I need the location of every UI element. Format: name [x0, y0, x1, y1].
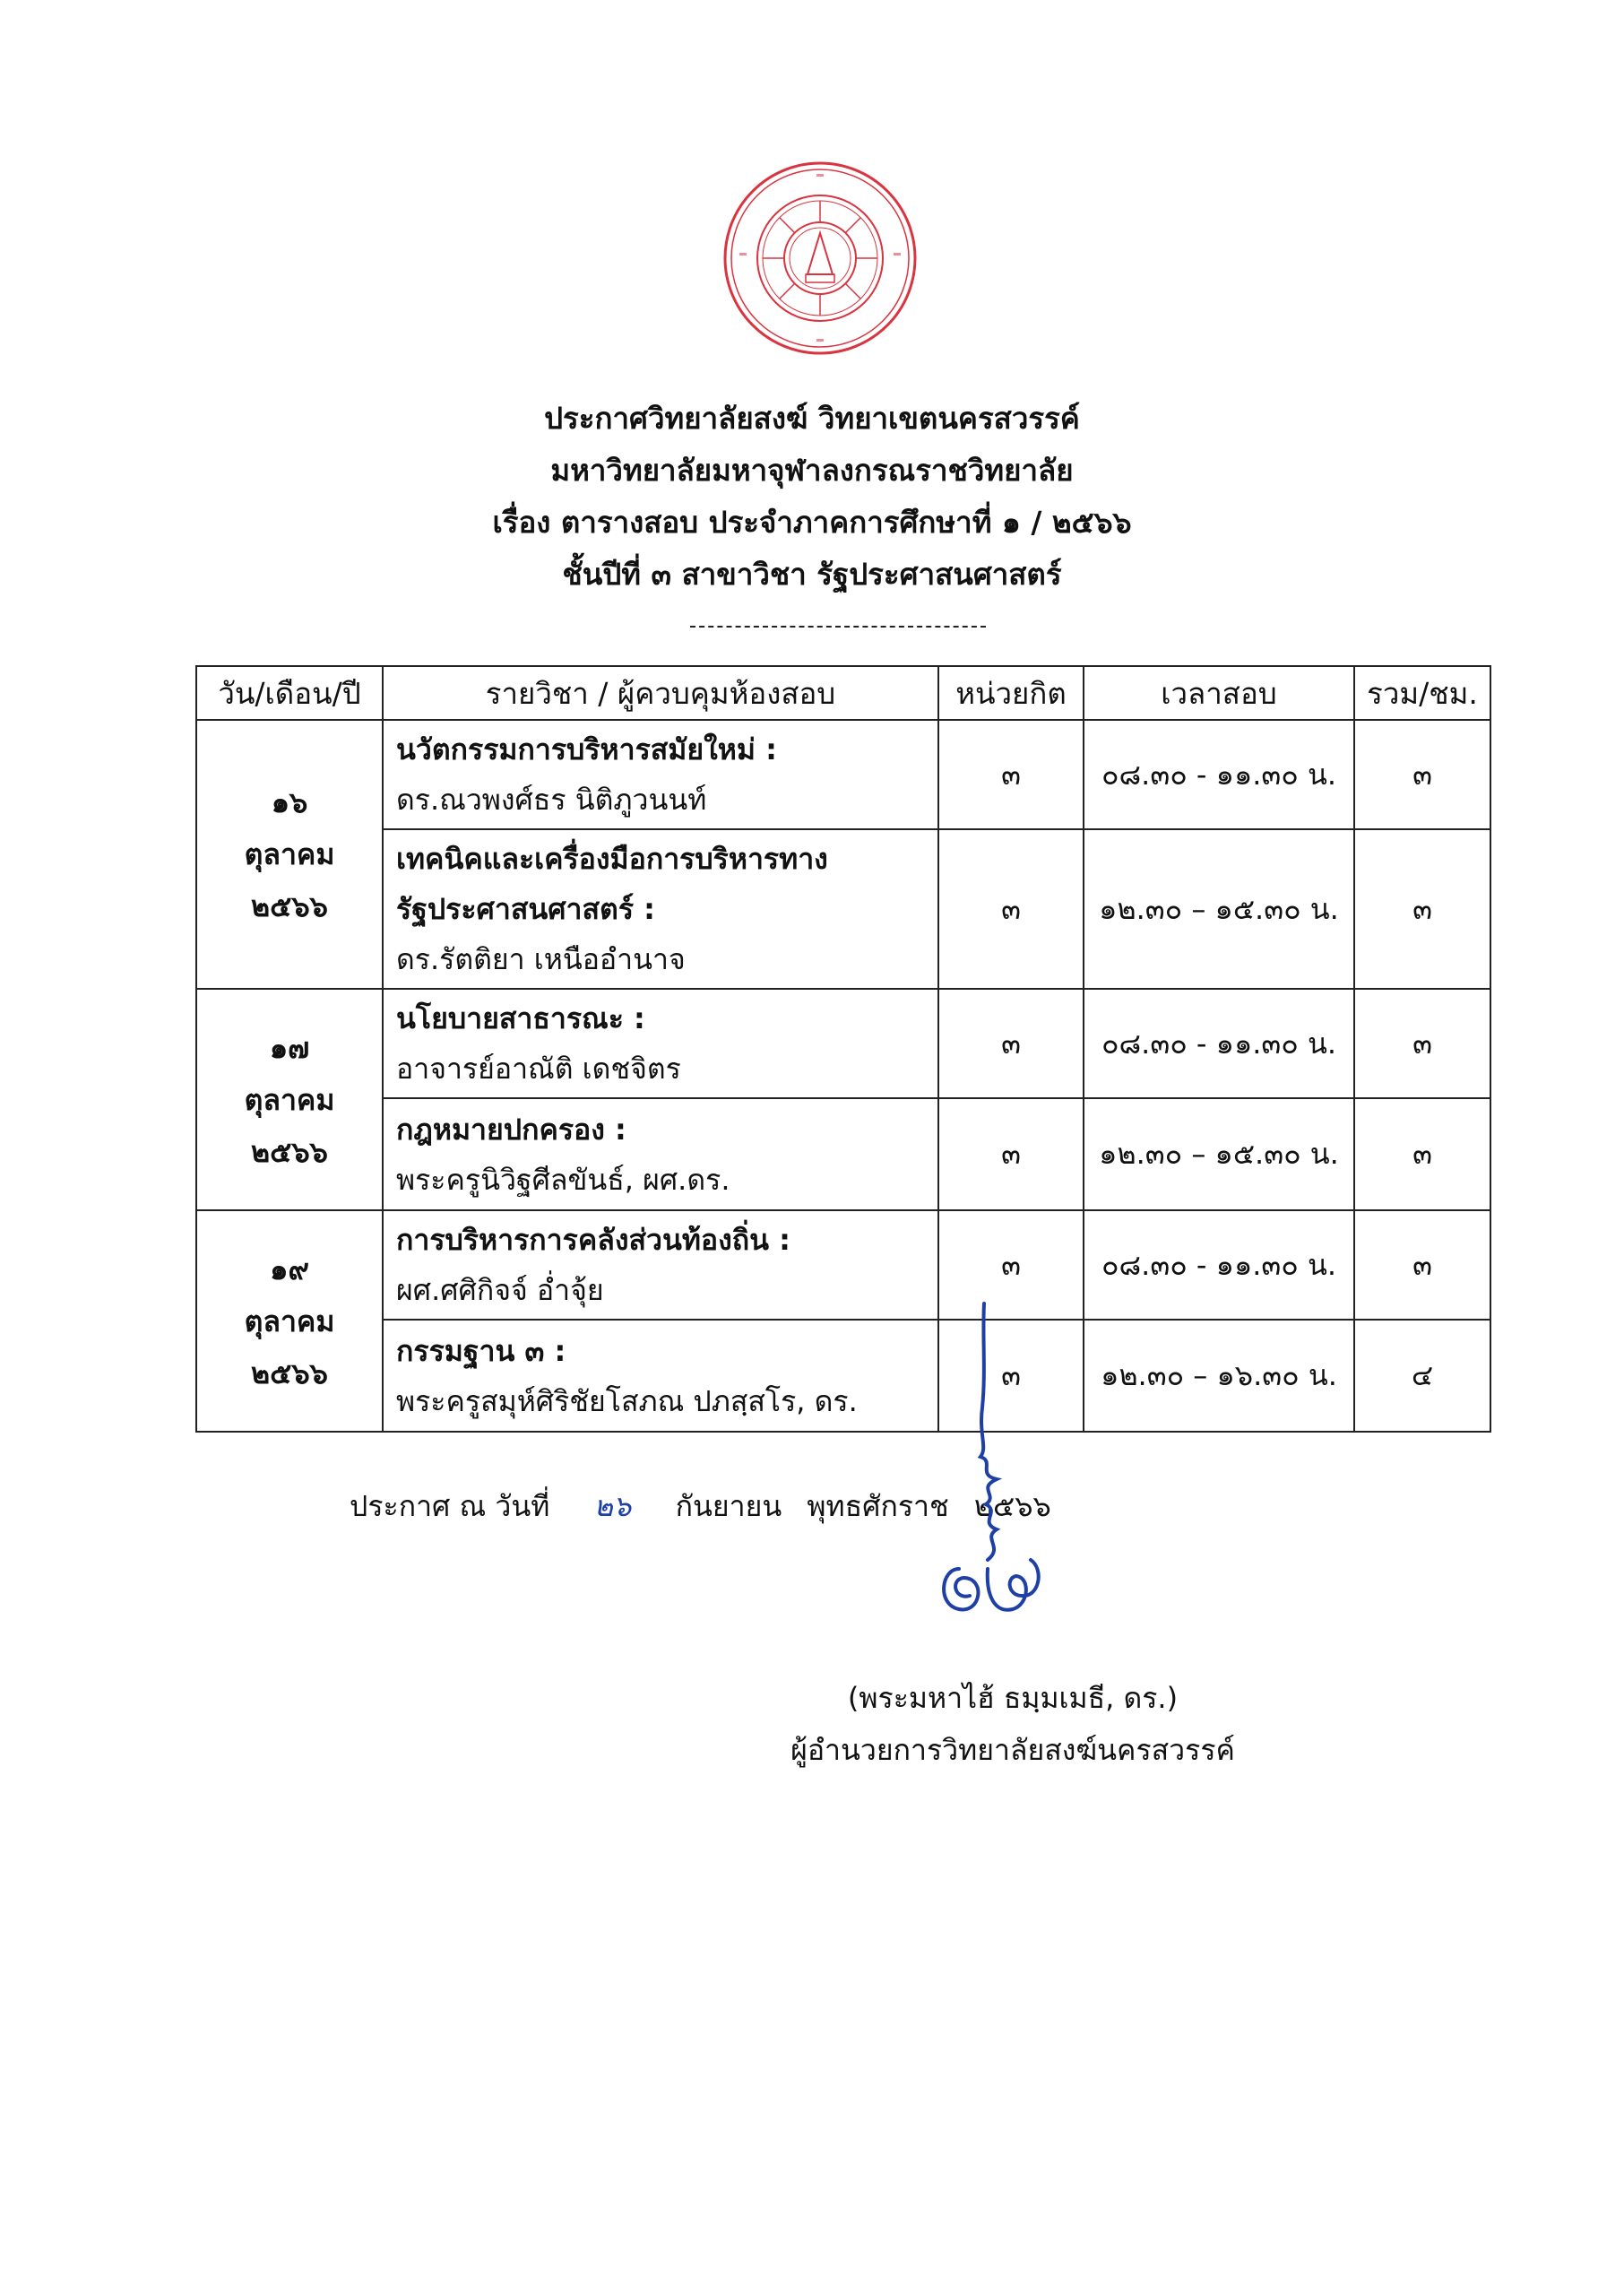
date-month: ตุลาคม [244, 1303, 335, 1338]
subject-name: เทคนิคและเครื่องมือการบริหารทาง [396, 842, 828, 876]
hours-cell: ๔ [1354, 1320, 1490, 1432]
date-day: ๑๙ [270, 1251, 309, 1286]
signer-block [789, 1672, 1237, 1776]
table-row [196, 1210, 1490, 1320]
subject-cell [383, 1098, 938, 1210]
table-row [196, 989, 1490, 1098]
proctor-name: อาจารย์อาณัติ เดชจิตร [396, 1052, 681, 1086]
table-row [196, 1098, 1490, 1210]
subject-name: การบริหารการคลังส่วนท้องถิ่น : [396, 1223, 790, 1257]
time-cell: ๐๘.๓๐ - ๑๑.๓๐ น. [1084, 1210, 1354, 1320]
date-month: ตุลาคม [244, 1082, 335, 1117]
announcement-year: ๒๕๖๖ [973, 1489, 1051, 1523]
subject-name: กรรมฐาน ๓ : [396, 1333, 566, 1368]
header-hours: รวม/ชม. [1354, 666, 1490, 720]
credits-cell: ๓ [938, 1098, 1084, 1210]
time-cell: ๐๘.๓๐ - ๑๑.๓๐ น. [1084, 720, 1354, 829]
credits-cell: ๓ [938, 1210, 1084, 1320]
time-cell: ๑๒.๓๐ – ๑๕.๓๐ น. [1084, 829, 1354, 989]
header-date: วัน/เดือน/ปี [196, 666, 383, 720]
credits-cell: ๓ [938, 829, 1084, 989]
subject-cell [383, 829, 938, 989]
announcement-era-label: พุทธศักราช [807, 1489, 949, 1523]
subject-name: นวัตกรรมการบริหารสมัยใหม่ : [396, 732, 777, 766]
header-time: เวลาสอบ [1084, 666, 1354, 720]
table-row [196, 1320, 1490, 1432]
credits-cell: ๓ [938, 720, 1084, 829]
proctor-name: ผศ.ศศิกิจจ์ อ่ำจุ้ย [396, 1273, 604, 1307]
heading-line-1: ประกาศวิทยาลัยสงฆ์ วิทยาเขตนครสวรรค์ [544, 401, 1080, 436]
hours-cell: ๓ [1354, 829, 1490, 989]
table-row [196, 829, 1490, 989]
hours-cell: ๓ [1354, 1098, 1490, 1210]
proctor-name: ดร.รัตติยา เหนืออำนาจ [396, 942, 686, 976]
date-day: ๑๖ [271, 785, 308, 819]
subject-cell [383, 1320, 938, 1432]
time-cell: ๐๘.๓๐ - ๑๑.๓๐ น. [1084, 989, 1354, 1098]
announcement-prefix: ประกาศ ณ วันที่ [350, 1489, 550, 1523]
header-credits: หน่วยกิต [938, 666, 1084, 720]
date-year: ๒๕๖๖ [251, 1355, 328, 1390]
heading-line-3: เรื่อง ตารางสอบ ประจำภาคการศึกษาที่ ๑ / ๒๕๖๖ [492, 505, 1132, 540]
divider [690, 626, 986, 628]
announcement-month: กันยายน [675, 1489, 782, 1523]
proctor-name: พระครูสมุห์ศิริชัยโสภณ ปภสฺสโร, ดร. [396, 1383, 858, 1418]
exam-schedule-table [195, 665, 1491, 1433]
hours-cell: ๓ [1354, 989, 1490, 1098]
time-cell: ๑๒.๓๐ – ๑๕.๓๐ น. [1084, 1098, 1354, 1210]
university-seal-logo [721, 160, 919, 357]
credits-cell: ๓ [938, 1320, 1084, 1432]
subject-name: นโยบายสาธารณะ : [396, 1001, 645, 1035]
table-header-row [196, 666, 1490, 720]
date-cell [196, 989, 383, 1210]
table-row [196, 720, 1490, 829]
proctor-name: พระครูนิวิฐศีลขันธ์, ผศ.ดร. [396, 1162, 730, 1197]
hours-cell: ๓ [1354, 720, 1490, 829]
hours-cell: ๓ [1354, 1210, 1490, 1320]
subject-cell [383, 720, 938, 829]
heading-line-2: มหาวิทยาลัยมหาจุฬาลงกรณราชวิทยาลัย [550, 453, 1074, 488]
document-heading [0, 393, 1624, 601]
handwritten-signature [923, 1300, 1084, 1676]
signer-name: (พระมหาไฮ้ ธมฺมเมธี, ดร.) [847, 1681, 1179, 1715]
announcement-day: ๒๖ [593, 1489, 632, 1523]
header-subject: รายวิชา / ผู้ควบคุมห้องสอบ [383, 666, 938, 720]
date-day: ๑๗ [269, 1030, 310, 1065]
credits-cell: ๓ [938, 989, 1084, 1098]
subject-cell [383, 1210, 938, 1320]
date-cell [196, 720, 383, 989]
date-year: ๒๕๖๖ [251, 1134, 328, 1169]
date-cell [196, 1210, 383, 1432]
subject-cell [383, 989, 938, 1098]
subject-name: กฎหมายปกครอง : [396, 1112, 626, 1147]
date-month: ตุลาคม [244, 837, 335, 871]
signer-position: ผู้อำนวยการวิทยาลัยสงฆ์นครสวรรค์ [790, 1733, 1235, 1767]
subject-name-continued: รัฐประศาสนศาสตร์ : [396, 892, 655, 926]
heading-line-4: ชั้นปีที่ ๓ สาขาวิชา รัฐประศาสนศาสตร์ [562, 557, 1062, 592]
date-year: ๒๕๖๖ [251, 889, 328, 923]
time-cell: ๑๒.๓๐ – ๑๖.๓๐ น. [1084, 1320, 1354, 1432]
proctor-name: ดร.ณวพงศ์ธร นิติภูวนนท์ [396, 783, 707, 817]
